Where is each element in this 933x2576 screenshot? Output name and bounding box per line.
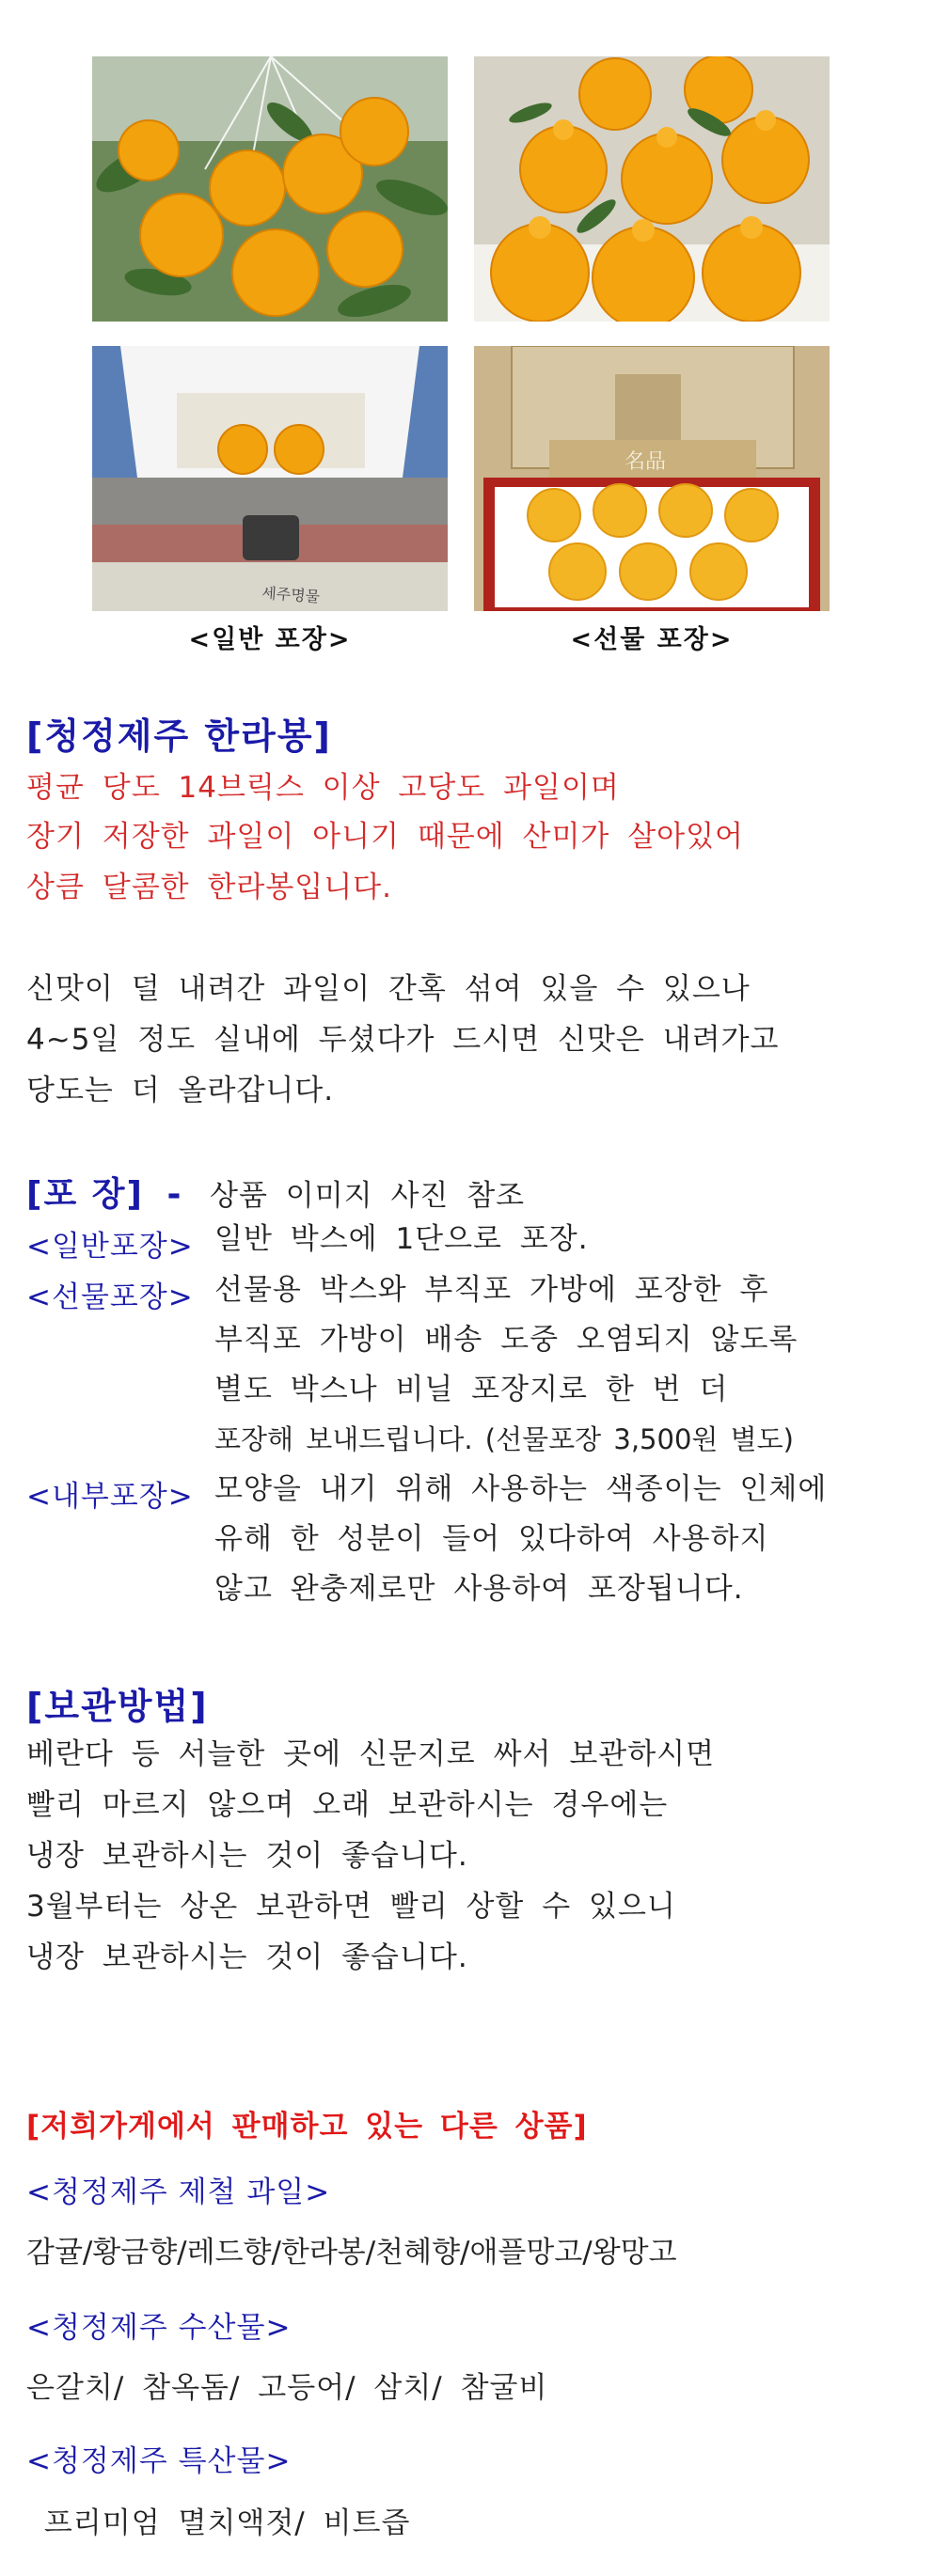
caption-gift-packaging: <선물 포장> (570, 625, 734, 654)
label-gift-packaging: <선물포장> (26, 1280, 194, 1314)
gift-packaging-line-4: 포장해 보내드립니다. (선물포장 3,500원 별도) (214, 1423, 794, 1455)
gift-packaging-line-1: 선물용 박스와 부직포 가방에 포장한 후 (214, 1273, 769, 1307)
inner-packaging-line-1: 모양을 내기 위해 사용하는 색종이는 인체에 (214, 1472, 828, 1506)
body-line-3: 당도는 더 올라갑니다. (26, 1074, 335, 1107)
highlight-line-1: 평균 당도 14브릭스 이상 고당도 과일이며 (26, 771, 620, 805)
packaging-heading: [포 장] (26, 1175, 144, 1214)
storage-line-5: 냉장 보관하시는 것이 좋습니다. (26, 1940, 468, 1974)
photo-gift-box (474, 346, 830, 611)
storage-line-4: 3월부터는 상온 보관하면 빨리 상할 수 있으니 (26, 1890, 676, 1924)
box-print-text: 세주명물 (261, 584, 321, 606)
hallabong-heading: [청정제주 한라봉] (26, 715, 332, 757)
inner-packaging-line-3: 않고 완충제로만 사용하여 포장됩니다. (214, 1572, 744, 1606)
regular-packaging-line-1: 일반 박스에 1단으로 포장. (214, 1222, 589, 1256)
group-items-seasonal-fruit: 감귤/황금향/레드향/한라봉/천혜향/애플망고/왕망고 (26, 2236, 677, 2270)
highlight-line-2: 장기 저장한 과일이 아니기 때문에 산미가 살아있어 (26, 820, 744, 854)
packaging-dash: - (166, 1175, 183, 1214)
storage-line-1: 베란다 등 서늘한 곳에 신문지로 싸서 보관하시면 (26, 1737, 716, 1771)
body-line-2: 4~5일 정도 실내에 두셨다가 드시면 신맛은 내려가고 (26, 1023, 780, 1057)
packaging-heading-note: 상품 이미지 사진 참조 (210, 1179, 526, 1213)
group-label-specialty: <청정제주 특산물> (26, 2444, 292, 2478)
photo-regular-box (92, 346, 448, 611)
group-label-seasonal-fruit: <청정제주 제철 과일> (26, 2175, 331, 2209)
inner-packaging-line-2: 유해 한 성분이 들어 있다하여 사용하지 (214, 1522, 769, 1556)
gift-box-label: 名品 (625, 450, 667, 474)
storage-line-3: 냉장 보관하시는 것이 좋습니다. (26, 1839, 468, 1873)
label-regular-packaging: <일반포장> (26, 1230, 194, 1264)
photo-hallabong-closeup (474, 56, 830, 322)
gift-packaging-line-3: 별도 박스나 비닐 포장지로 한 번 더 (214, 1373, 729, 1406)
group-label-seafood: <청정제주 수산물> (26, 2311, 292, 2345)
group-items-specialty: 프리미엄 멸치액젓/ 비트즙 (26, 2506, 411, 2540)
group-items-seafood: 은갈치/ 참옥돔/ 고등어/ 삼치/ 참굴비 (26, 2371, 548, 2405)
gift-packaging-line-2: 부직포 가방이 배송 도중 오염되지 않도록 (214, 1323, 799, 1357)
body-line-1: 신맛이 덜 내려간 과일이 간혹 섞여 있을 수 있으나 (26, 972, 751, 1006)
photo-fruit-on-tree (92, 56, 448, 322)
storage-heading: [보관방법] (26, 1686, 209, 1727)
label-inner-packaging: <내부포장> (26, 1480, 194, 1514)
packaging-heading-row (26, 1168, 525, 1216)
storage-line-2: 빨리 마르지 않으며 오래 보관하시는 경우에는 (26, 1788, 669, 1822)
caption-regular-packaging: <일반 포장> (188, 625, 352, 654)
highlight-line-3: 상큼 달콤한 한라봉입니다. (26, 871, 392, 904)
other-products-title: [저희가게에서 판매하고 있는 다른 상품] (26, 2110, 588, 2144)
